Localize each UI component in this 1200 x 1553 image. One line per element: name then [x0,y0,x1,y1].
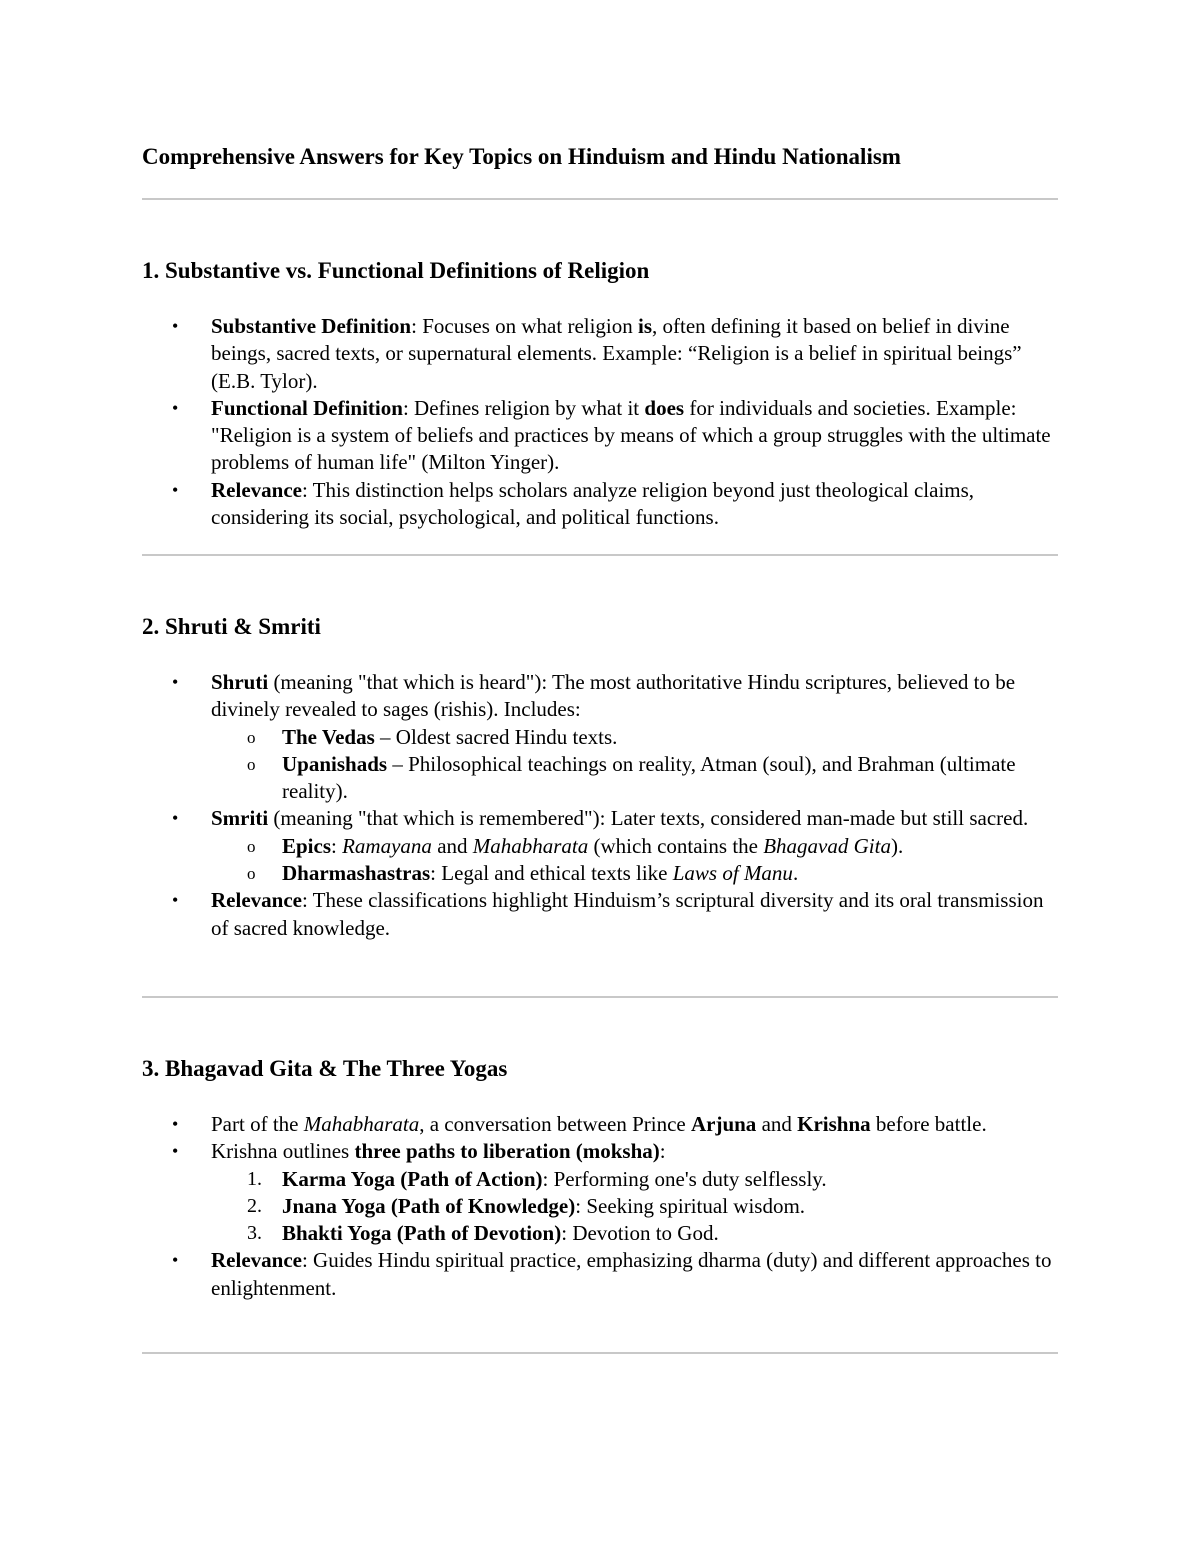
term: Epics [282,833,332,858]
bullet-marker: • [172,890,179,911]
item-text: before battle. [870,1112,987,1136]
work-title: Mahabharata [303,1112,420,1136]
bullet-list [142,669,1058,942]
bullet-marker: • [172,672,179,692]
term: Smriti [211,806,269,831]
term: Relevance [211,1248,302,1273]
sub-list-item [142,724,1058,751]
sub-list-item [142,751,1058,806]
item-text: : Legal and ethical texts like [430,861,673,886]
bullet-marker: • [172,1114,179,1134]
section-heading: 3. Bhagavad Gita & The Three Yogas [142,1056,508,1081]
document-title: Comprehensive Answers for Key Topics on Hinduism and Hindu Nationalism [142,144,901,169]
item-text: : Seeking spiritual wisdom. [575,1193,806,1218]
sub-bullet-marker: o [247,754,256,774]
numbered-item [142,1166,1058,1193]
horizontal-rule [142,1352,1058,1354]
numbered-item [142,1220,1058,1247]
section-heading: 1. Substantive vs. Functional Definitions of Religion [142,258,650,283]
list-item [142,887,1058,942]
list-item [142,669,1058,805]
item-text: : Devotion to God. [561,1221,719,1246]
numbered-list [211,1166,1058,1248]
bullet-marker: • [172,397,179,418]
list-item [142,1138,1058,1247]
work-title: Bhagavad Gita [763,833,891,858]
item-text: (meaning "that which is remembered"): Later texts, considered man-made but still sacred. [268,806,1029,831]
sub-list-item [142,833,1058,860]
list-item [142,313,1058,395]
sub-list-item [142,860,1058,887]
list-item [142,1111,1058,1138]
bullet-list [142,313,1058,531]
section-1 [142,256,1058,531]
item-text: (which contains the [588,833,764,858]
term: Upanishads [282,751,388,776]
item-text: : Performing one's duty selflessly. [542,1166,827,1191]
bullet-marker: • [172,1141,179,1162]
bullet-marker: • [172,808,179,829]
item-text: ). [890,833,904,858]
term: Relevance [211,888,302,913]
item-number: 1. [247,1167,262,1190]
section-heading: 2. Shruti & Smriti [142,614,321,639]
item-text: and [431,833,473,858]
item-text: : [331,833,343,858]
item-text: – Oldest sacred Hindu texts. [374,724,618,749]
list-item [142,477,1058,532]
list-item [142,395,1058,477]
item-text: Part of the [211,1112,304,1136]
item-text: : These classifications highlight Hinduism’s scriptural diversity and its oral transmission of sacred knowledge. [211,888,1044,940]
term: Relevance [211,477,302,502]
item-text: Krishna outlines [211,1139,355,1164]
sub-list [211,833,1058,888]
list-item [142,1247,1058,1302]
item-text: . [792,861,799,886]
person-name: Arjuna [690,1112,757,1136]
item-text: : Focuses on what religion [411,314,639,338]
emphasis: is [638,314,653,338]
work-title: Mahabharata [472,833,589,858]
list-item [142,805,1058,887]
term: Jnana Yoga (Path of Knowledge) [282,1193,576,1218]
item-text: , often defining it based on belief in divine beings, sacred texts, or supernatural elements. Example: “Religion is a belief in spiritual beings” (E.B. Tylor). [211,314,1022,393]
bullet-marker: • [172,316,179,336]
item-text: (meaning "that which is heard"): The most authoritative Hindu scriptures, believed to be divinely revealed to sages (rishis). Includes: [211,670,1016,722]
person-name: Krishna [797,1112,871,1136]
item-number: 3. [247,1222,262,1245]
horizontal-rule [142,198,1058,200]
item-text: – Philosophical teachings on reality, Atman (soul), and Brahman (ultimate reality). [282,751,1016,804]
bullet-marker: • [172,1250,179,1271]
item-text: for individuals and societies. Example: "Religion is a system of beliefs and practices by means of which a group struggles with the ultimate problems of human life" (Milton Yinger). [211,395,1051,475]
item-text: : Defines religion by what it [402,395,645,420]
term: Karma Yoga (Path of Action) [282,1166,543,1191]
sub-bullet-marker: o [247,836,256,856]
horizontal-rule [142,554,1058,556]
term: Dharmashastras [282,861,431,886]
bullet-list [142,1111,1058,1302]
sub-list [211,724,1058,806]
bullet-marker: • [172,479,179,500]
horizontal-rule [142,996,1058,998]
term: Substantive Definition [211,314,412,338]
numbered-item [142,1193,1058,1220]
term: Shruti [211,670,269,694]
item-number: 2. [247,1194,262,1217]
section-3 [142,1054,1058,1302]
item-text: : [659,1139,666,1164]
item-text: : This distinction helps scholars analyze religion beyond just theological claims, considering its social, psychological, and political functions. [211,477,975,530]
work-title: Laws of Manu [672,861,793,886]
work-title: Ramayana [342,833,432,858]
term: Bhakti Yoga (Path of Devotion) [282,1221,562,1246]
item-text: , a conversation between Prince [419,1112,691,1136]
item-text: and [756,1112,798,1136]
term: The Vedas [282,724,375,749]
item-text: : Guides Hindu spiritual practice, emphasizing dharma (duty) and different approaches to enlightenment. [211,1248,1052,1300]
sub-bullet-marker: o [247,864,256,884]
sub-bullet-marker: o [247,727,256,747]
term: Functional Definition [211,395,403,420]
emphasis: three paths to liberation (moksha) [354,1139,660,1164]
section-2 [142,612,1058,942]
emphasis: does [644,395,685,420]
